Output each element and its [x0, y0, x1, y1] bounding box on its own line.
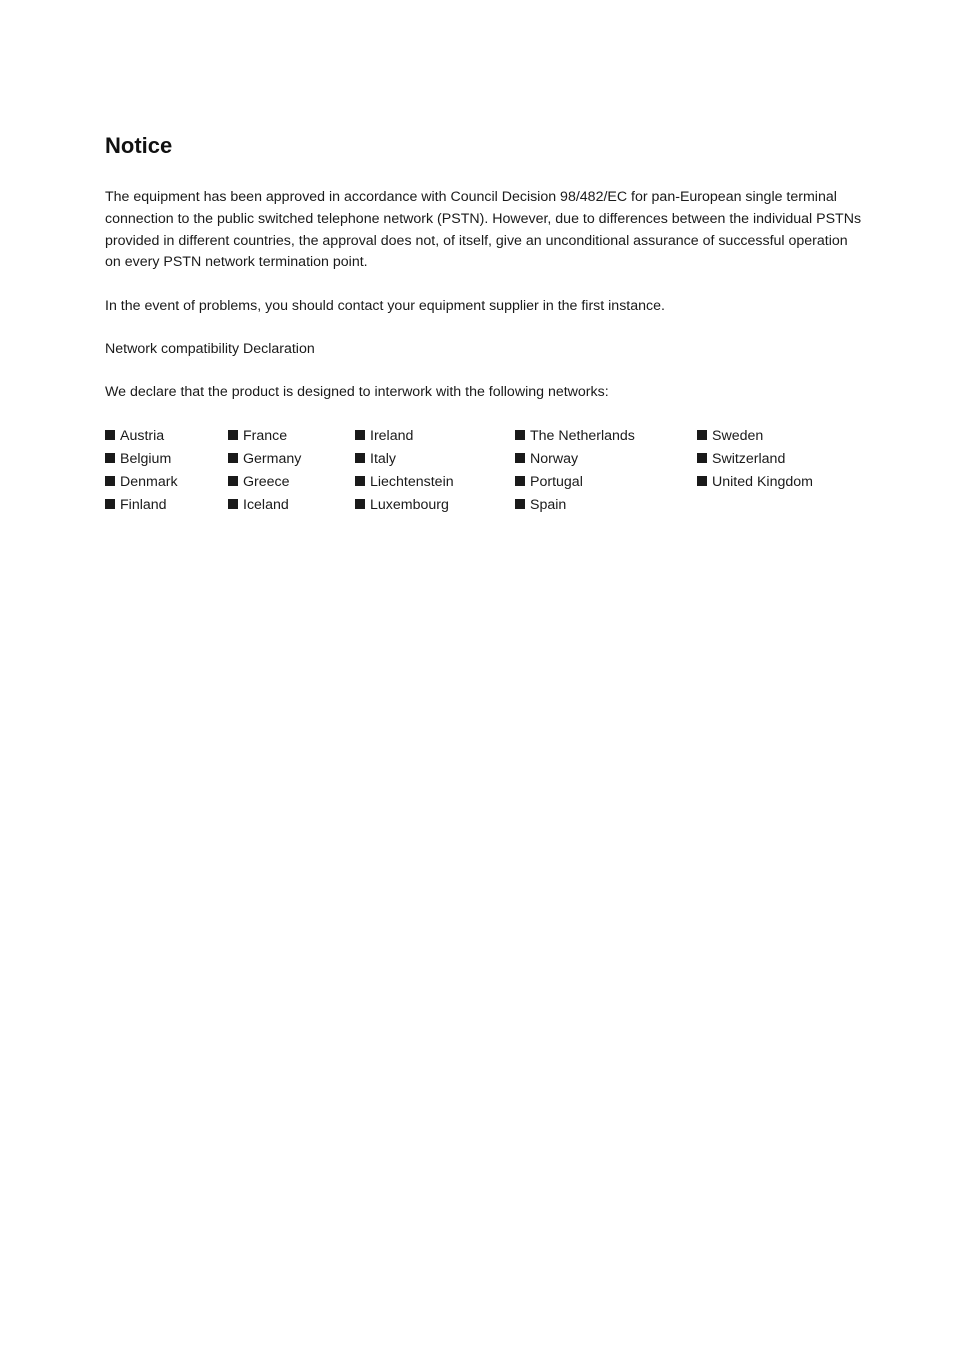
square-bullet-icon: [228, 430, 238, 440]
list-item: [228, 425, 301, 448]
square-bullet-icon: [697, 430, 707, 440]
square-bullet-icon: [355, 430, 365, 440]
list-item: [515, 425, 635, 448]
square-bullet-icon: [697, 453, 707, 463]
document-page: [105, 128, 865, 513]
problems-paragraph: In the event of problems, you should contact your equipment supplier in the first instance.: [105, 298, 665, 314]
list-item: [355, 425, 454, 448]
square-bullet-icon: [515, 430, 525, 440]
list-item: [105, 471, 178, 494]
square-bullet-icon: [697, 476, 707, 486]
country-name: Ireland: [370, 428, 414, 444]
country-column: [105, 425, 178, 517]
list-item: [697, 425, 813, 448]
country-name: Luxembourg: [370, 497, 449, 513]
country-name: France: [243, 428, 288, 444]
country-column: [697, 425, 813, 494]
country-name: Italy: [370, 451, 397, 467]
country-name: Portugal: [530, 474, 583, 490]
country-name: Denmark: [120, 474, 178, 490]
square-bullet-icon: [228, 476, 238, 486]
square-bullet-icon: [515, 499, 525, 509]
country-name: Greece: [243, 474, 290, 490]
list-item: [105, 448, 178, 471]
list-item: [105, 494, 178, 517]
country-name: The Netherlands: [530, 428, 635, 444]
country-name: Iceland: [243, 497, 289, 513]
country-name: Spain: [530, 497, 567, 513]
square-bullet-icon: [105, 453, 115, 463]
list-item: [355, 471, 454, 494]
country-name: Switzerland: [712, 451, 786, 467]
country-name: Finland: [120, 497, 167, 513]
country-name: Germany: [243, 451, 302, 467]
list-item: [515, 448, 635, 471]
square-bullet-icon: [228, 499, 238, 509]
list-item: [228, 448, 301, 471]
country-column: [228, 425, 301, 517]
square-bullet-icon: [355, 499, 365, 509]
country-name: Belgium: [120, 451, 172, 467]
list-item: [697, 471, 813, 494]
country-name: Liechtenstein: [370, 474, 454, 490]
square-bullet-icon: [515, 453, 525, 463]
square-bullet-icon: [228, 453, 238, 463]
list-item: [515, 494, 635, 517]
country-list: [105, 425, 865, 525]
square-bullet-icon: [105, 499, 115, 509]
country-name: Sweden: [712, 428, 764, 444]
square-bullet-icon: [105, 476, 115, 486]
country-name: Norway: [530, 451, 579, 467]
country-name: Austria: [120, 428, 165, 444]
declaration-paragraph: We declare that the product is designed to interwork with the following networks:: [105, 384, 609, 400]
square-bullet-icon: [515, 476, 525, 486]
page-title: Notice: [105, 133, 173, 158]
list-item: [228, 494, 301, 517]
list-item: [228, 471, 301, 494]
list-item: [515, 471, 635, 494]
declaration-heading: Network compatibility Declaration: [105, 341, 315, 357]
list-item: [105, 425, 178, 448]
approval-paragraph: The equipment has been approved in accordance with Council Decision 98/482/EC for pan-European single terminal connection to the public switched telephone network (PSTN). However, due to differences between the individual PSTNs provided in different countries, the approval does not, of itself, give an unconditional assurance of successful operation on every PSTN network termination point.: [105, 189, 862, 271]
country-column: [515, 425, 635, 517]
country-column: [355, 425, 454, 517]
country-name: United Kingdom: [712, 474, 813, 490]
list-item: [355, 494, 454, 517]
list-item: [355, 448, 454, 471]
list-item: [697, 448, 813, 471]
square-bullet-icon: [355, 453, 365, 463]
square-bullet-icon: [105, 430, 115, 440]
square-bullet-icon: [355, 476, 365, 486]
